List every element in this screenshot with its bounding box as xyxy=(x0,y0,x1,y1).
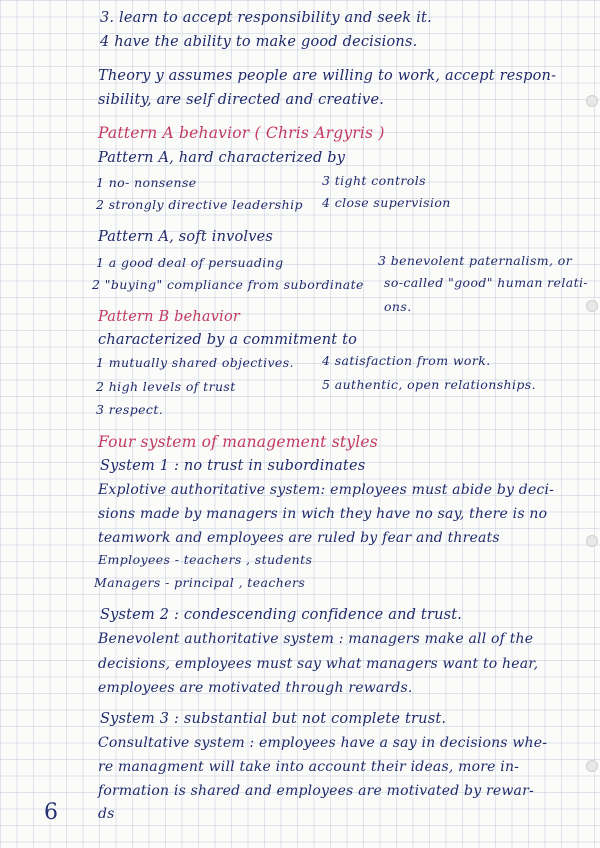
theory-y-line-2: sibility, are self directed and creative. xyxy=(98,92,385,108)
four-systems-heading: Four system of management styles xyxy=(98,433,378,451)
pattern-a-hard-item-2: 2 strongly directive leadership xyxy=(96,197,303,212)
pattern-a-soft-item-3-line-1: 3 benevolent paternalism, or xyxy=(378,253,573,268)
pattern-a-soft-title: Pattern A, soft involves xyxy=(98,229,274,245)
pattern-a-soft-item-2: 2 "buying" compliance from subordinate xyxy=(92,277,364,292)
pattern-b-item-3: 3 respect. xyxy=(96,402,164,417)
list-item-4: 4 have the ability to make good decisions. xyxy=(100,34,418,50)
pattern-b-item-2: 2 high levels of trust xyxy=(96,379,236,394)
system-1-line-5: Managers - principal , teachers xyxy=(94,575,306,590)
system-1-line-4: Employees - teachers , students xyxy=(98,552,313,567)
system-3-line-1: Consultative system : employees have a say in decisions whe- xyxy=(98,735,548,751)
system-2-line-2: decisions, employees must say what managers want to hear, xyxy=(98,656,539,672)
system-2-title: System 2 : condescending confidence and trust. xyxy=(100,607,463,623)
punch-hole xyxy=(586,95,598,107)
system-3-line-2: re managment will take into account their ideas, more in- xyxy=(98,759,520,775)
pattern-b-item-1: 1 mutually shared objectives. xyxy=(96,355,294,370)
pattern-a-soft-item-3-line-3: ons. xyxy=(384,299,412,314)
system-1-title: System 1 : no trust in subordinates xyxy=(100,458,366,474)
punch-hole xyxy=(586,535,598,547)
pattern-b-heading: Pattern B behavior xyxy=(98,309,241,325)
system-3-title: System 3 : substantial but not complete trust. xyxy=(100,711,447,727)
pattern-a-heading: Pattern A behavior ( Chris Argyris ) xyxy=(98,124,385,142)
system-2-line-3: employees are motivated through rewards. xyxy=(98,680,413,696)
pattern-a-hard-title: Pattern A, hard characterized by xyxy=(98,150,346,166)
system-1-line-3: teamwork and employees are ruled by fear and threats xyxy=(98,530,500,546)
pattern-a-hard-item-1: 1 no- nonsense xyxy=(96,175,197,190)
pattern-a-soft-item-3-line-2: so-called "good" human relati- xyxy=(384,275,589,290)
punch-hole xyxy=(586,760,598,772)
pattern-b-item-5: 5 authentic, open relationships. xyxy=(322,377,536,392)
theory-y-line-1: Theory y assumes people are willing to work, accept respon- xyxy=(98,68,557,84)
system-2-line-1: Benevolent authoritative system : managers make all of the xyxy=(98,631,534,647)
system-3-line-4: ds xyxy=(98,806,115,822)
pattern-a-hard-item-4: 4 close supervision xyxy=(322,195,451,210)
pattern-b-item-4: 4 satisfaction from work. xyxy=(322,353,491,368)
pattern-a-soft-item-1: 1 a good deal of persuading xyxy=(96,255,284,270)
system-3-line-3: formation is shared and employees are motivated by rewar- xyxy=(98,783,534,799)
system-1-line-1: Explotive authoritative system: employees must abide by deci- xyxy=(98,482,555,498)
system-1-line-2: sions made by managers in wich they have no say, there is no xyxy=(98,506,548,522)
pattern-b-intro: characterized by a commitment to xyxy=(98,332,358,348)
pattern-a-hard-item-3: 3 tight controls xyxy=(322,173,426,188)
list-item-3: 3. learn to accept responsibility and seek it. xyxy=(100,10,432,26)
page-number: 6 xyxy=(44,800,58,825)
punch-hole xyxy=(586,300,598,312)
